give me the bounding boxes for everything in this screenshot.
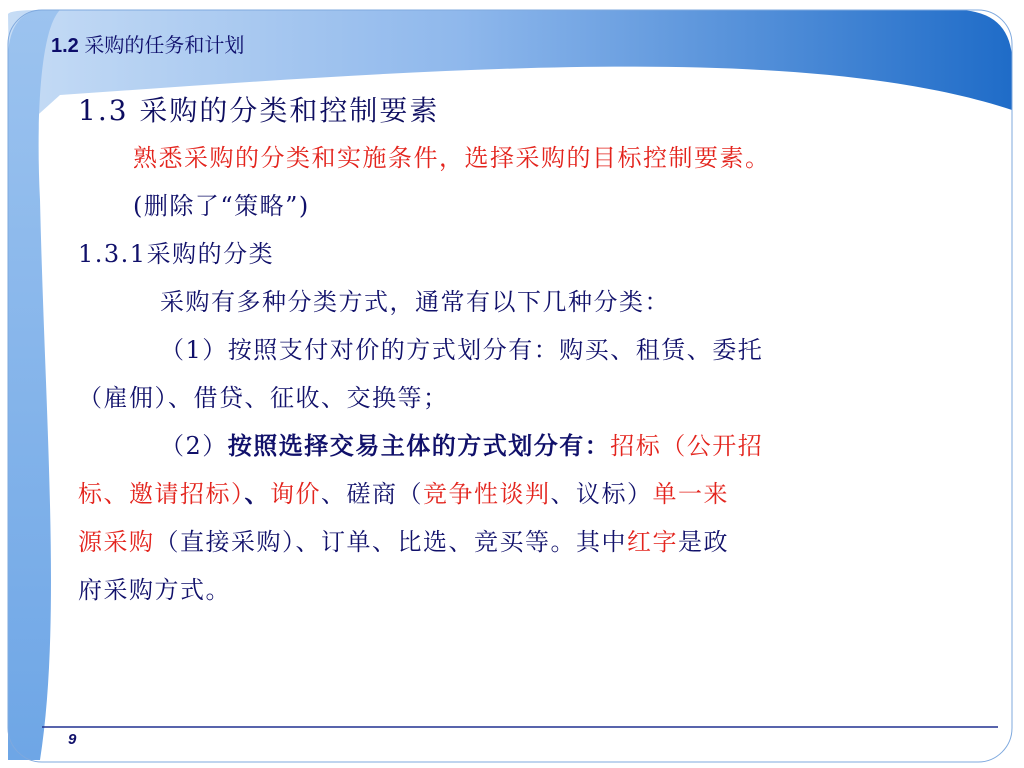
item2-inquiry: 询价 xyxy=(270,480,321,508)
item2-line3 xyxy=(78,518,978,566)
item2-sep: 、 xyxy=(244,479,270,508)
item2-others: （直接采购）、订单、比选、竞买等。其中 xyxy=(154,528,627,556)
item2-single-cont: 源采购 xyxy=(78,528,155,556)
main-heading: 1.3 采购的分类和控制要素 xyxy=(78,94,440,127)
item2-govt: 是政 xyxy=(678,528,729,556)
item2-line1 xyxy=(78,422,978,470)
item2-line2 xyxy=(78,470,978,518)
item1-line1: （1）按照支付对价的方式划分有：购买、租赁、委托 xyxy=(160,336,764,364)
note-text: (删除了“策略”) xyxy=(133,192,310,220)
item2-tender: 招标（公开招 xyxy=(610,432,764,460)
item2-tender-cont: 标、邀请招标） xyxy=(78,480,245,508)
slide-content xyxy=(78,88,978,614)
item2-prefix: （2） xyxy=(160,432,228,460)
section-name: 采购的任务和计划 xyxy=(84,35,245,57)
item1-line2: （雇佣）、借贷、征收、交换等； xyxy=(78,384,449,412)
item2-single: 单一来 xyxy=(652,480,729,508)
subheading: 1.3.1采购的分类 xyxy=(78,240,275,268)
section-title xyxy=(51,29,244,58)
item2-line4: 府采购方式。 xyxy=(78,576,231,604)
goal-text: 熟悉采购的分类和实施条件，选择采购的目标控制要素。 xyxy=(133,144,771,172)
left-band xyxy=(8,10,60,760)
item2-negotiate: 、议标） xyxy=(550,480,653,508)
intro-text: 采购有多种分类方式，通常有以下几种分类： xyxy=(160,288,670,316)
page-number: 9 xyxy=(68,731,77,748)
item2-consult: 、磋商（ xyxy=(321,480,423,508)
section-number: 1.2 xyxy=(51,35,79,57)
item2-red-word: 红字 xyxy=(627,528,678,556)
item2-label: 按照选择交易主体的方式划分有： xyxy=(227,431,611,460)
item2-competitive: 竞争性谈判 xyxy=(423,480,551,508)
